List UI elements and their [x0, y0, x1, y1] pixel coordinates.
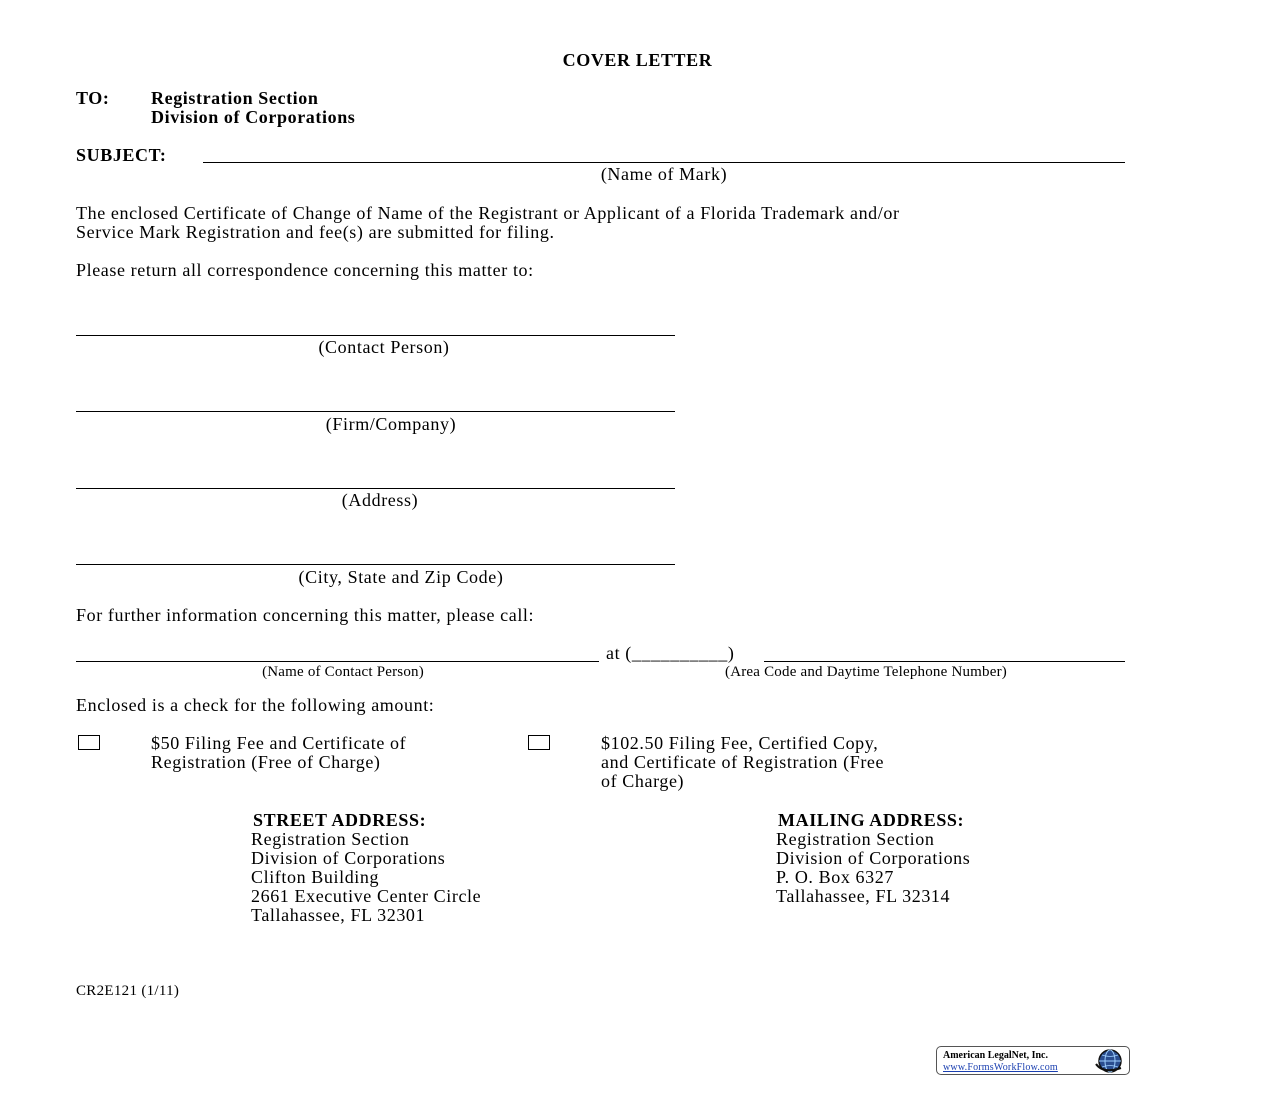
- subject-caption: (Name of Mark): [600, 164, 728, 184]
- street-address-line: 2661 Executive Center Circle: [251, 886, 482, 906]
- form-code: CR2E121 (1/11): [76, 983, 180, 999]
- return-text: Please return all correspondence concerning this matter to:: [76, 260, 534, 280]
- fee-102-checkbox[interactable]: [528, 735, 550, 750]
- fee-50-checkbox[interactable]: [78, 735, 100, 750]
- phone-number-caption: (Area Code and Daytime Telephone Number): [725, 664, 1007, 680]
- street-address-line: Clifton Building: [251, 867, 380, 887]
- street-address-heading: STREET ADDRESS:: [253, 810, 427, 830]
- street-address-line: Registration Section: [251, 829, 410, 849]
- city-state-zip-caption: (City, State and Zip Code): [298, 567, 504, 587]
- to-line-1: Registration Section: [151, 88, 319, 108]
- to-label: TO:: [76, 88, 110, 108]
- address-caption: (Address): [341, 490, 419, 510]
- to-line-2: Division of Corporations: [151, 107, 356, 127]
- phone-at-text: at (__________): [606, 643, 735, 663]
- intro-line-1: The enclosed Certificate of Change of Name of the Registrant or Applicant of a Florida Trademark and/or: [76, 203, 900, 223]
- enclosed-text: Enclosed is a check for the following amount:: [76, 695, 435, 715]
- mailing-address-line: Registration Section: [776, 829, 935, 849]
- firm-company-caption: (Firm/Company): [325, 414, 457, 434]
- subject-label: SUBJECT:: [76, 145, 167, 165]
- subject-field-line[interactable]: [203, 162, 1125, 163]
- mailing-address-line: Division of Corporations: [776, 848, 971, 868]
- fee-102-line-2: and Certificate of Registration (Free: [601, 752, 885, 772]
- logo-company-name: American LegalNet, Inc.: [943, 1050, 1048, 1061]
- logo-url-link[interactable]: www.FormsWorkFlow.com: [943, 1062, 1058, 1073]
- mailing-address-heading: MAILING ADDRESS:: [778, 810, 965, 830]
- address-line[interactable]: [76, 488, 675, 489]
- page-title: COVER LETTER: [562, 50, 713, 70]
- globe-icon: [1093, 1048, 1127, 1074]
- contact-name-line[interactable]: [76, 661, 599, 662]
- street-address-line: Division of Corporations: [251, 848, 446, 868]
- mailing-address-line: Tallahassee, FL 32314: [776, 886, 951, 906]
- mailing-address-block: [776, 811, 970, 906]
- fee-102-line-1: $102.50 Filing Fee, Certified Copy,: [601, 733, 879, 753]
- american-legalnet-logo[interactable]: [936, 1046, 1130, 1075]
- mailing-address-line: P. O. Box 6327: [776, 867, 894, 887]
- contact-name-caption: (Name of Contact Person): [262, 664, 424, 680]
- intro-line-2: Service Mark Registration and fee(s) are submitted for filing.: [76, 222, 555, 242]
- phone-number-line[interactable]: [764, 661, 1125, 662]
- contact-person-line[interactable]: [76, 335, 675, 336]
- city-state-zip-line[interactable]: [76, 564, 675, 565]
- fee-50-line-2: Registration (Free of Charge): [151, 752, 381, 772]
- street-address-block: [251, 811, 481, 925]
- info-text: For further information concerning this matter, please call:: [76, 605, 535, 625]
- street-address-line: Tallahassee, FL 32301: [251, 905, 426, 925]
- fee-102-line-3: of Charge): [601, 771, 685, 791]
- firm-company-line[interactable]: [76, 411, 675, 412]
- contact-person-caption: (Contact Person): [318, 337, 450, 357]
- fee-50-line-1: $50 Filing Fee and Certificate of: [151, 733, 407, 753]
